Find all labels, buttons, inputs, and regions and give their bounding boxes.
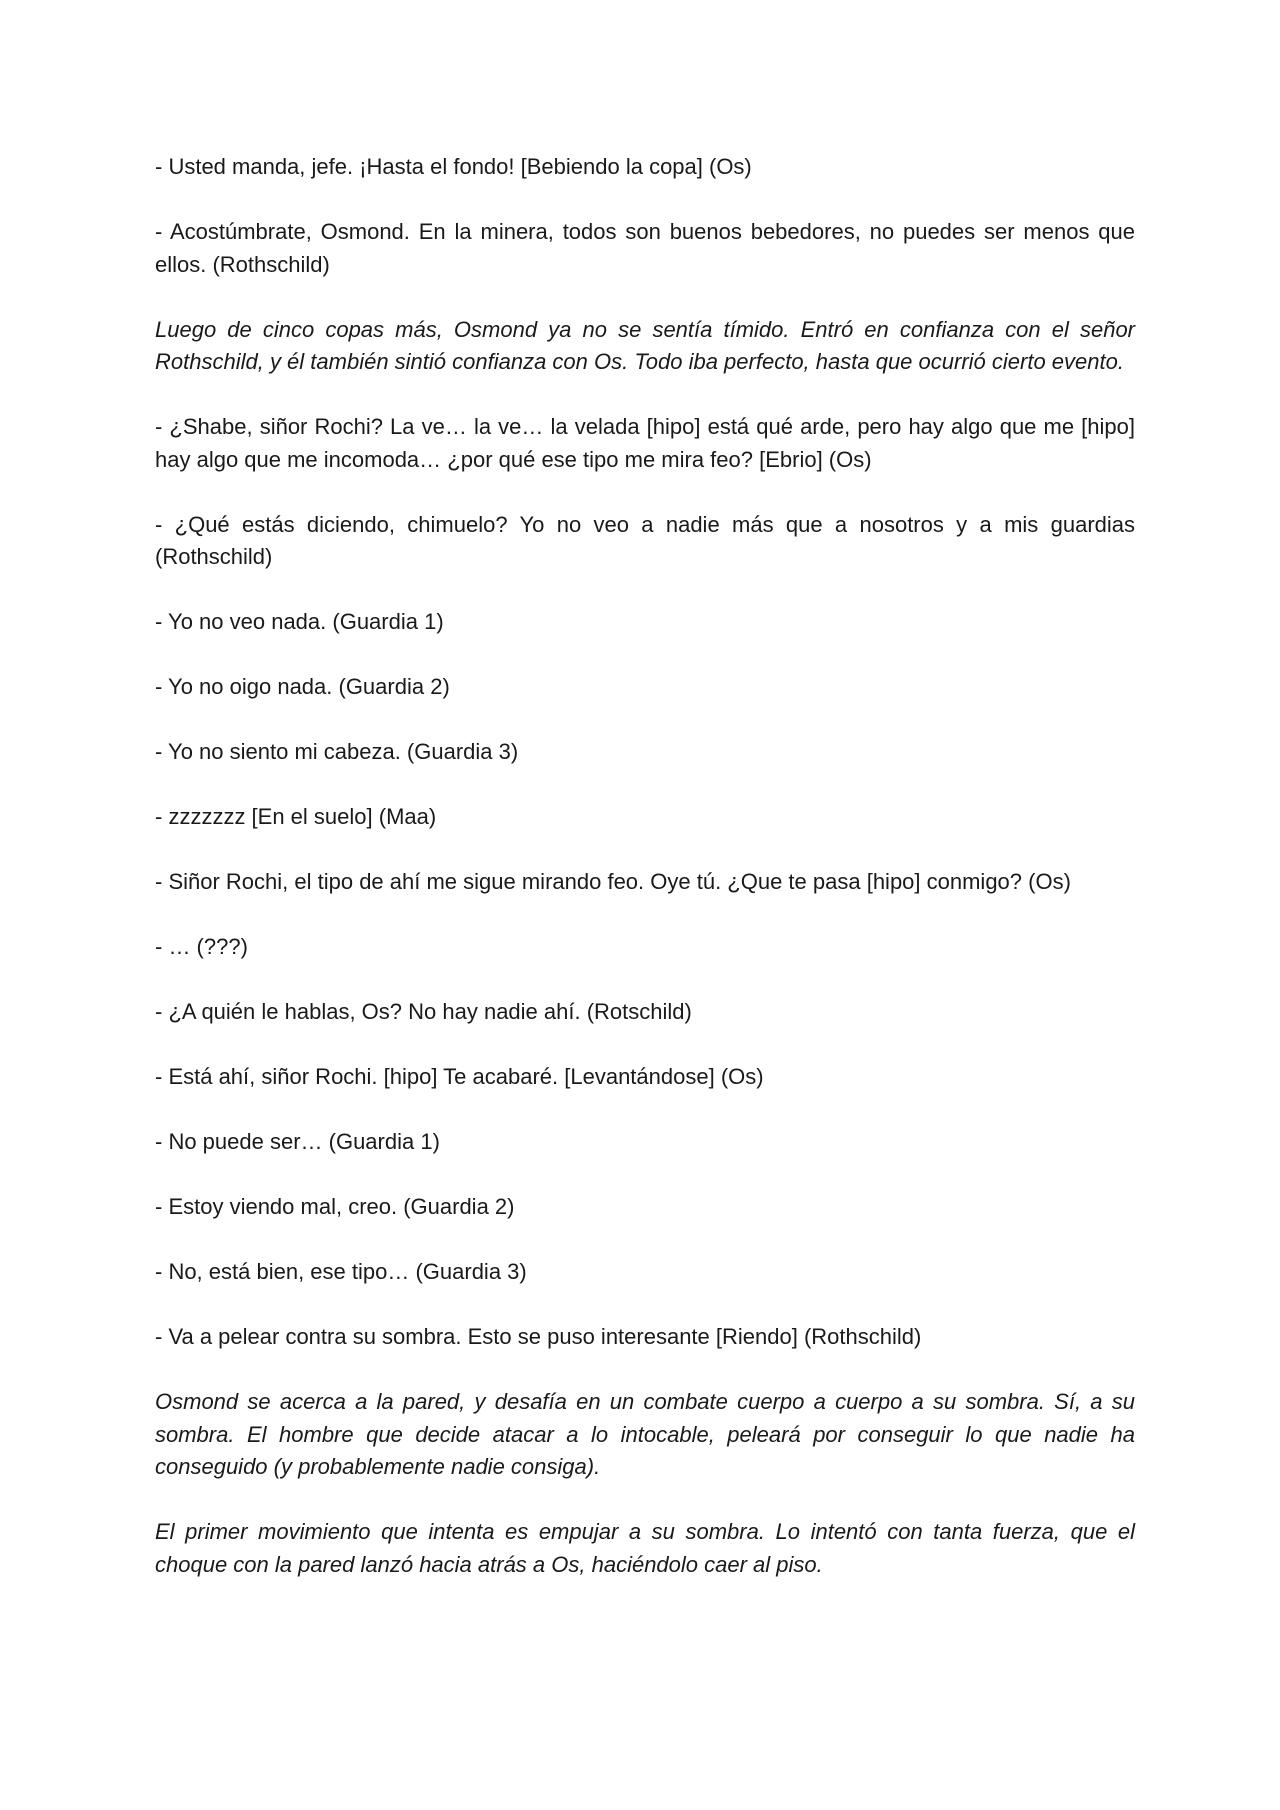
- dialogue-line: - Usted manda, jefe. ¡Hasta el fondo! [Bebiendo la copa] (Os): [155, 154, 752, 179]
- dialogue-line: - Yo no oigo nada. (Guardia 2): [155, 674, 450, 699]
- dialogue-line: - ¿Qué estás diciendo, chimuelo? Yo no veo a nadie más que a nosotros y a mis guardias (Rothschild): [155, 511, 1135, 569]
- dialogue-line: - Está ahí, siñor Rochi. [hipo] Te acabaré. [Levantándose] (Os): [155, 1064, 764, 1089]
- dialogue-line: - … (???): [155, 934, 248, 959]
- dialogue-line: - No puede ser… (Guardia 1): [155, 1129, 440, 1154]
- narration-paragraph: Luego de cinco copas más, Osmond ya no se sentía tímido. Entró en confianza con el señor Rothschild, y él también sintió confianza con Os. Todo iba perfecto, hasta que ocurrió cierto evento.: [155, 316, 1135, 374]
- dialogue-line: - Yo no siento mi cabeza. (Guardia 3): [155, 739, 519, 764]
- dialogue-line: - Va a pelear contra su sombra. Esto se puso interesante [Riendo] (Rothschild): [155, 1324, 922, 1349]
- dialogue-line: - Siñor Rochi, el tipo de ahí me sigue mirando feo. Oye tú. ¿Que te pasa [hipo] conmigo? (Os): [155, 869, 1071, 894]
- dialogue-line: - No, está bien, ese tipo… (Guardia 3): [155, 1259, 527, 1284]
- dialogue-line: - ¿Shabe, siñor Rochi? La ve… la ve… la velada [hipo] está qué arde, pero hay algo que me [hipo] hay algo que me incomoda… ¿por qué ese tipo me mira feo? [Ebrio] (Os): [155, 414, 1135, 472]
- dialogue-line: - Yo no veo nada. (Guardia 1): [155, 609, 444, 634]
- narration-paragraph: Osmond se acerca a la pared, y desafía en un combate cuerpo a cuerpo a su sombra. Sí, a su sombra. El hombre que decide atacar a lo intocable, peleará por conseguir lo que nadie ha conseguido (y probablemente nadie consiga).: [155, 1389, 1135, 1479]
- page-body: [155, 151, 1135, 1614]
- narration-paragraph: El primer movimiento que intenta es empujar a su sombra. Lo intentó con tanta fuerza, que el choque con la pared lanzó hacia atrás a Os, haciéndolo caer al piso.: [155, 1519, 1135, 1577]
- dialogue-line: - Estoy viendo mal, creo. (Guardia 2): [155, 1194, 515, 1219]
- dialogue-line: - Acostúmbrate, Osmond. En la minera, todos son buenos bebedores, no puedes ser menos que ellos. (Rothschild): [155, 219, 1135, 277]
- dialogue-line: - zzzzzzz [En el suelo] (Maa): [155, 804, 437, 829]
- dialogue-line: - ¿A quién le hablas, Os? No hay nadie ahí. (Rotschild): [155, 999, 692, 1024]
